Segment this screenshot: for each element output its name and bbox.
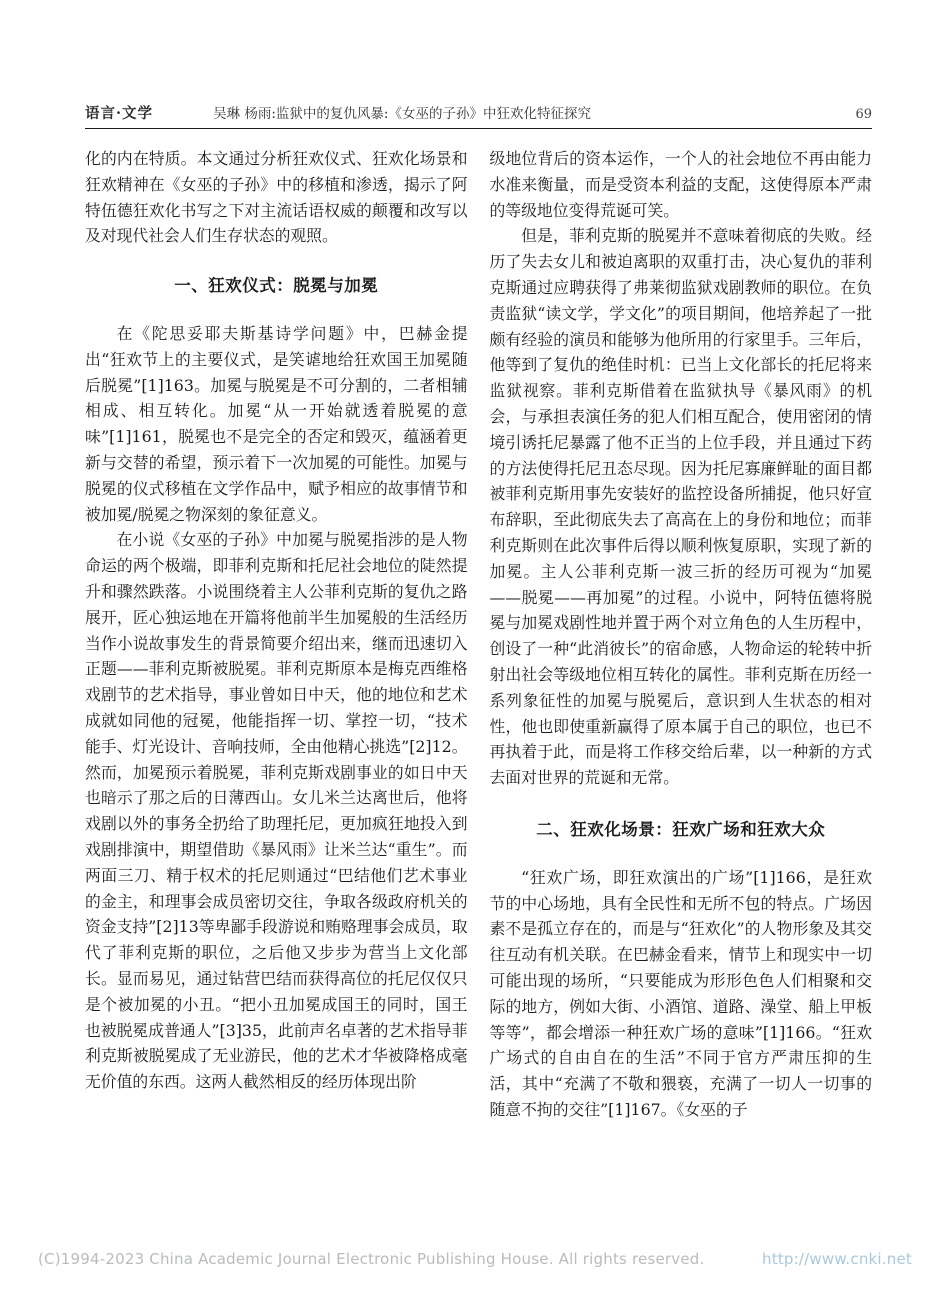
page-number: 69 [855, 107, 872, 122]
page-header [85, 102, 872, 123]
paragraph-continuation: 级地位背后的资本运作，一个人的社会地位不再由能力水准来衡量，而是受资本利益的支配，这使得原本严肃的等级地位变得荒诞可笑。 [489, 149, 872, 220]
paragraph: “狂欢广场，即狂欢演出的广场”[1]166，是狂欢节的中心场地，具有全民性和无所不包的特点。广场因素不是孤立存在的，而是与“狂欢化”的人物形象及其交往互动有机关联。在巴赫金看来，情节上和现实中一切可能出现的场所，“只要能成为形形色色人们相聚和交际的地方，例如大街、小酒馆、道路、澡堂、船上甲板等等”，都会增添一种狂欢广场的意味”[1]166。“狂欢广场式的自由自在的生活”不同于官方严肃压抑的生活，其中“充满了不敬和猥亵，充满了一切人一切事的随意不拘的交往”[1]167。《女巫的子 [489, 867, 872, 1119]
running-title: 吴琳 杨雨:监狱中的复仇风暴:《女巫的子孙》中狂欢化特征探究 [213, 106, 591, 122]
article-body [85, 146, 872, 1220]
paragraph: 在小说《女巫的子孙》中加冕与脱冕指涉的是人物命运的两个极端，即菲利克斯和托尼社会地位的陡然提升和骤然跌落。小说围绕着主人公菲利克斯的复仇之路展开，匠心独运地在开篇将他前半生加冕般的生活经历当作小说故事发生的背景简要介绍出来，继而迅速切入正题——菲利克斯被脱冕。菲利克斯原本是梅克西维格戏剧节的艺术指导，事业曾如日中天，他的地位和艺术成就如同他的冠冕，他能指挥一切、掌控一切，“技术能手、灯光设计、音响技师，全由他精心挑选”[2]12。然而，加冕预示着脱冕，菲利克斯戏剧事业的如日中天也暗示了那之后的日薄西山。女儿米兰达离世后，他将戏剧以外的事务全扔给了助理托尼，更加疯狂地投入到戏剧排演中，期望借助《暴风雨》让米兰达“重生”。而两面三刀、精于权术的托尼则通过“巴结他们艺术事业的金主，和理事会成员密切交往，争取各级政府机关的资金支持”[2]13等卑鄙手段游说和贿赂理事会成员，取代了菲利克斯的职位，之后他又步步为营当上文化部长。显而易见，通过钻营巴结而获得高位的托尼仅仅只是个被加冕的小丑。“把小丑加冕成国王的同时，国王也被脱冕成普通人”[3]35，此前声名卓著的艺术指导菲利克斯被脱冕成了无业游民，他的艺术才华被降格成毫无价值的东西。这两人截然相反的经历体现出阶 [85, 530, 468, 1092]
paragraph: 在《陀思妥耶夫斯基诗学问题》中，巴赫金提出“狂欢节上的主要仪式，是笑谑地给狂欢国王加冕随后脱冕”[1]163。加冕与脱冕是不可分割的，二者相辅相成、相互转化。加冕“从一开始就透着脱冕的意味”[1]161，脱冕也不是完全的否定和毁灭，蕴涵着更新与交替的希望，预示着下一次加冕的可能性。加冕与脱冕的仪式移植在文学作品中，赋予相应的故事情节和被加冕/脱冕之物深刻的象征意义。 [85, 323, 468, 524]
header-rule [85, 128, 872, 129]
journal-section-label: 语言·文学 [85, 105, 154, 122]
copyright-text: (C)1994-2023 China Academic Journal Electronic Publishing House. All rights reserved. [38, 1250, 705, 1268]
page-footer [38, 1250, 912, 1268]
left-column [85, 146, 468, 1220]
right-column [490, 146, 873, 1220]
section-heading-1: 一、狂欢仪式：脱冕与加冕 [174, 276, 379, 296]
paragraph-continuation: 化的内在特质。本文通过分析狂欢仪式、狂欢化场景和狂欢精神在《女巫的子孙》中的移植和渗透，揭示了阿特伍德狂欢化书写之下对主流话语权威的颠覆和改写以及对现代社会人们生存状态的观照。 [85, 149, 468, 246]
section-heading-2: 二、狂欢化场景：狂欢广场和狂欢大众 [536, 819, 826, 839]
cnki-link[interactable]: http://www.cnki.net [762, 1250, 912, 1268]
paragraph: 但是，菲利克斯的脱冕并不意味着彻底的失败。经历了失去女儿和被迫离职的双重打击，决心复仇的菲利克斯通过应聘获得了弗莱彻监狱戏剧教师的职位。在负责监狱“读文学，学文化”的项目期间，他培养起了一批颇有经验的演员和能够为他所用的行家里手。三年后，他等到了复仇的绝佳时机：已当上文化部长的托尼将来监狱视察。菲利克斯借着在监狱执导《暴风雨》的机会，与承担表演任务的犯人们相互配合，使用密闭的情境引诱托尼暴露了他不正当的上位手段，并且通过下药的方法使得托尼丑态尽现。因为托尼寡廉鲜耻的面目都被菲利克斯用事先安装好的监控设备所捕捉，他只好宣布辞职，至此彻底失去了高高在上的身份和地位；而菲利克斯则在此次事件后得以顺利恢复原职，实现了新的加冕。主人公菲利克斯一波三折的经历可视为“加冕——脱冕——再加冕”的过程。小说中，阿特伍德将脱冕与加冕戏剧性地并置于两个对立角色的人生历程中，创设了一种“此消彼长”的宿命感，人物命运的轮转中折射出社会等级地位相互转化的属性。菲利克斯在历经一系列象征性的加冕与脱冕后，意识到人生状态的相对性，他也即使重新赢得了原本属于自己的职位，也已不再执着于此，而是将工作移交给后辈，以一种新的方式去面对世界的荒诞和无常。 [489, 226, 872, 788]
